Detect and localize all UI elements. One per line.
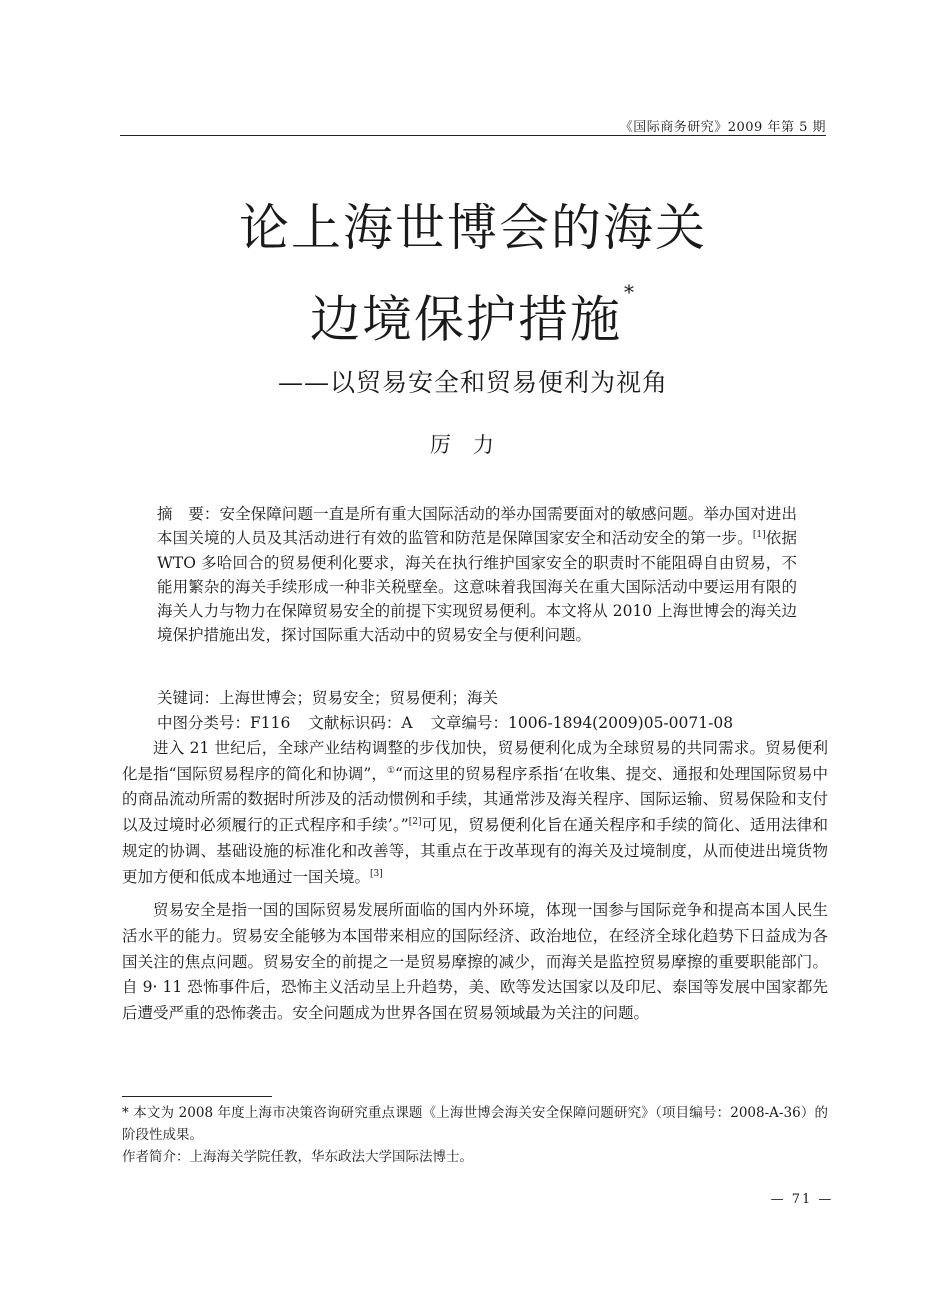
document-code: 文献标识码：A	[308, 714, 413, 732]
title-line-2	[120, 282, 826, 350]
header-rule	[120, 135, 826, 136]
footnotes	[122, 1102, 828, 1168]
abstract-ref-1: [1]	[752, 530, 766, 541]
para1-part-a: 进入 21 世纪后，全球产业结构调整的步伐加快，贸易便利化成为全球贸易的共同需求。贸易便利化是指“国际贸易程序的简化和协调”，	[122, 739, 828, 783]
title-footnote-mark: *	[624, 280, 636, 304]
page-number: — 71 —	[770, 1192, 834, 1207]
body-paragraph-2: 贸易安全是指一国的国际贸易发展所面临的国内外环境，体现一国参与国际竞争和提高本国人民生活水平的能力。贸易安全能够为本国带来相应的国际经济、政治地位，在经济全球化趋势下日益成为各国关注的焦点问题。贸易安全的前提之一是贸易摩擦的减少，而海关是监控贸易摩擦的重要职能部门。自 9· 11 恐怖事件后，恐怖主义活动呈上升趋势，美、欧等发达国家以及印尼、泰国等发展中国家都先后遭受严重的恐怖袭击。安全问题成为世界各国在贸易领域最为关注的问题。	[122, 901, 828, 1023]
footnote-author-bio: 作者简介：上海海关学院任教，华东政法大学国际法博士。	[122, 1149, 473, 1165]
footnote-rule	[122, 1096, 272, 1097]
abstract-text-2: 依据 WTO 多哈回合的贸易便利化要求，海关在执行维护国家安全的职责时不能阻碍自由贸易，不能用繁杂的海关手续形成一种非关税壁垒。这意味着我国海关在重大国际活动中要运用有限的海关人力与物力在保障贸易安全的前提下实现贸易便利。本文将从 2010 上海世博会的海关边境保护措施出发，探讨国际重大活动中的贸易安全与便利问题。	[157, 529, 797, 645]
note-marker-1: ①	[386, 765, 396, 776]
abstract-text-1: 安全保障问题一直是所有重大国际活动的举办国需要面对的敏感问题。举办国对进出本国关境的人员及其活动进行有效的监管和防范是保障国家安全和活动安全的第一步。	[157, 505, 797, 548]
subtitle: ——以贸易安全和贸易便利为视角	[277, 368, 668, 397]
para1-part-b: “而这里的贸易程序系指‘在收集、提交、通报和处理国际贸易中的商品流动所需的数据时所涉及的活动惯例和手续，其通常涉及海关程序、国际运输、贸易保险和支付以及过境时必须履行的正式程序和手续’。”	[122, 764, 828, 835]
title-line-2-text: 边境保护措施	[310, 290, 622, 349]
keywords: 关键词：上海世博会；贸易安全；贸易便利；海关	[157, 689, 499, 707]
title-line-1: 论上海世博会的海关	[239, 199, 707, 257]
abstract-label: 摘 要：	[157, 505, 220, 523]
para1-part-c: 可见，贸易便利化旨在通关程序和手续的简化、适用法律和规定的协调、基础设施的标准化和改善等，其重点在于改革现有的海关及过境制度，从而使进出境货物更加方便和低成本地通过一国关境。	[122, 816, 828, 886]
body-text	[122, 736, 828, 1027]
author: 厉力	[430, 433, 516, 457]
journal-header: 《国际商务研究》2009 年第 5 期	[619, 120, 826, 135]
clc-number: 中图分类号：F116	[157, 714, 291, 732]
classification-line	[157, 711, 837, 735]
footnote-fund: * 本文为 2008 年度上海市决策咨询研究重点课题《上海世博会海关安全保障问题研究》（项目编号：2008-A-36）的阶段性成果。	[122, 1105, 828, 1143]
body-paragraph-1	[122, 736, 828, 890]
article-number: 文章编号：1006-1894(2009)05-0071-08	[430, 714, 734, 732]
abstract	[157, 502, 797, 648]
ref-3: [3]	[370, 868, 383, 879]
ref-2: [2]	[408, 816, 422, 827]
